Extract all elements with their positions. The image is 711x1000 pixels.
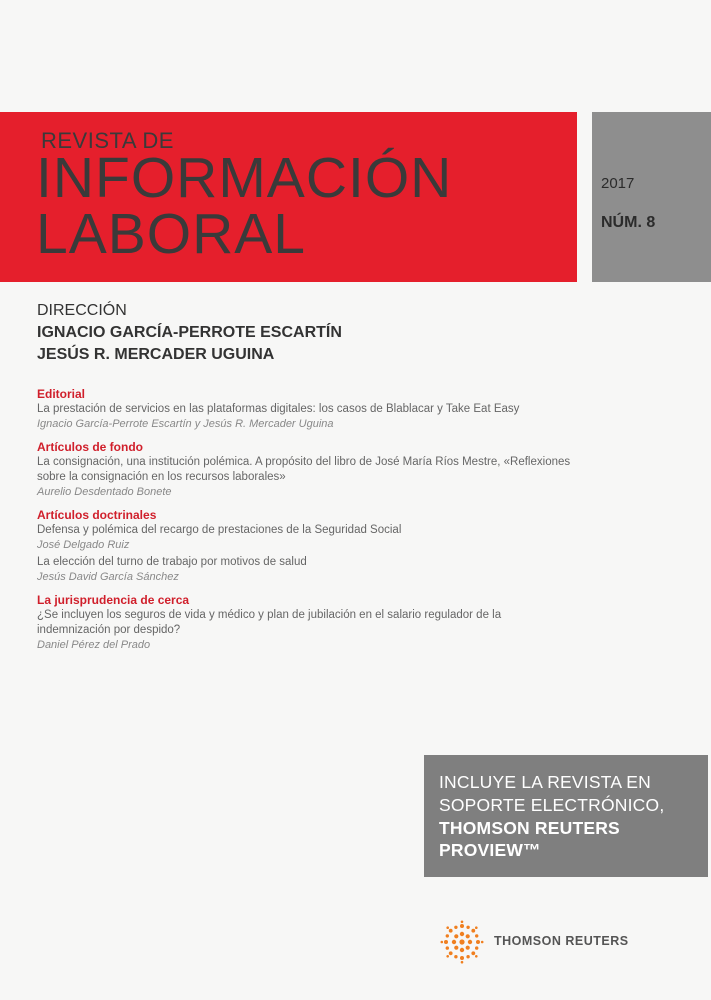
- toc-entry: [37, 608, 577, 652]
- thomson-reuters-logo-icon: [440, 920, 484, 964]
- issue-number: NÚM. 8: [601, 214, 656, 231]
- director-name: JESÚS R. MERCADER UGUINA: [37, 346, 275, 363]
- issue-year: 2017: [601, 175, 635, 192]
- promo-line: INCLUYE LA REVISTA EN: [439, 772, 652, 792]
- section-heading: Editorial: [37, 387, 86, 401]
- journal-title-line-1: INFORMACIÓN: [36, 146, 453, 210]
- article-author: Ignacio García-Perrote Escartín y Jesús R. Mercader Uguina: [37, 418, 334, 430]
- section-heading: Artículos doctrinales: [37, 508, 157, 522]
- director-name: IGNACIO GARCÍA-PERROTE ESCARTÍN: [37, 324, 342, 341]
- promo-line: PROVIEW™: [439, 840, 541, 860]
- promo-line: THOMSON REUTERS: [439, 818, 620, 838]
- article-author: Jesús David García Sánchez: [37, 571, 179, 583]
- toc-entry: [37, 523, 577, 552]
- toc-section-jurisprudencia: [37, 592, 577, 652]
- section-heading: Artículos de fondo: [37, 440, 143, 454]
- article-title: La elección del turno de trabajo por motivos de salud: [37, 556, 307, 568]
- toc-section-articulos-de-fondo: [37, 439, 577, 499]
- title-prefix: REVISTA DE: [41, 128, 174, 153]
- publisher-name: THOMSON REUTERS: [494, 934, 629, 948]
- journal-title-line-2: LABORAL: [36, 202, 306, 266]
- promo-line: SOPORTE ELECTRÓNICO,: [439, 795, 665, 815]
- article-title: La consignación, una institución polémica. A propósito del libro de José María Ríos Mestre, «Reflexiones sobre la consignación en los recursos laborales»: [37, 456, 571, 483]
- toc-entry: [37, 555, 577, 584]
- article-title: La prestación de servicios en las plataformas digitales: los casos de Blablacar y Take Eat Easy: [37, 403, 520, 415]
- issue-box: [592, 112, 711, 282]
- direction-label: DIRECCIÓN: [37, 302, 127, 319]
- article-author: Daniel Pérez del Prado: [37, 639, 151, 651]
- article-author: José Delgado Ruiz: [37, 539, 130, 551]
- article-title: Defensa y polémica del recargo de prestaciones de la Seguridad Social: [37, 524, 402, 536]
- article-author: Aurelio Desdentado Bonete: [37, 486, 172, 498]
- article-title: ¿Se incluyen los seguros de vida y médico y plan de jubilación en el salario regulador de la indemnización por despido?: [37, 609, 502, 636]
- toc-entry: [37, 455, 577, 499]
- section-heading: La jurisprudencia de cerca: [37, 593, 190, 607]
- toc-section-articulos-doctrinales: [37, 507, 577, 584]
- journal-title: [36, 146, 453, 266]
- toc-entry: [37, 402, 577, 431]
- toc-section-editorial: [37, 386, 577, 431]
- table-of-contents: [37, 386, 577, 660]
